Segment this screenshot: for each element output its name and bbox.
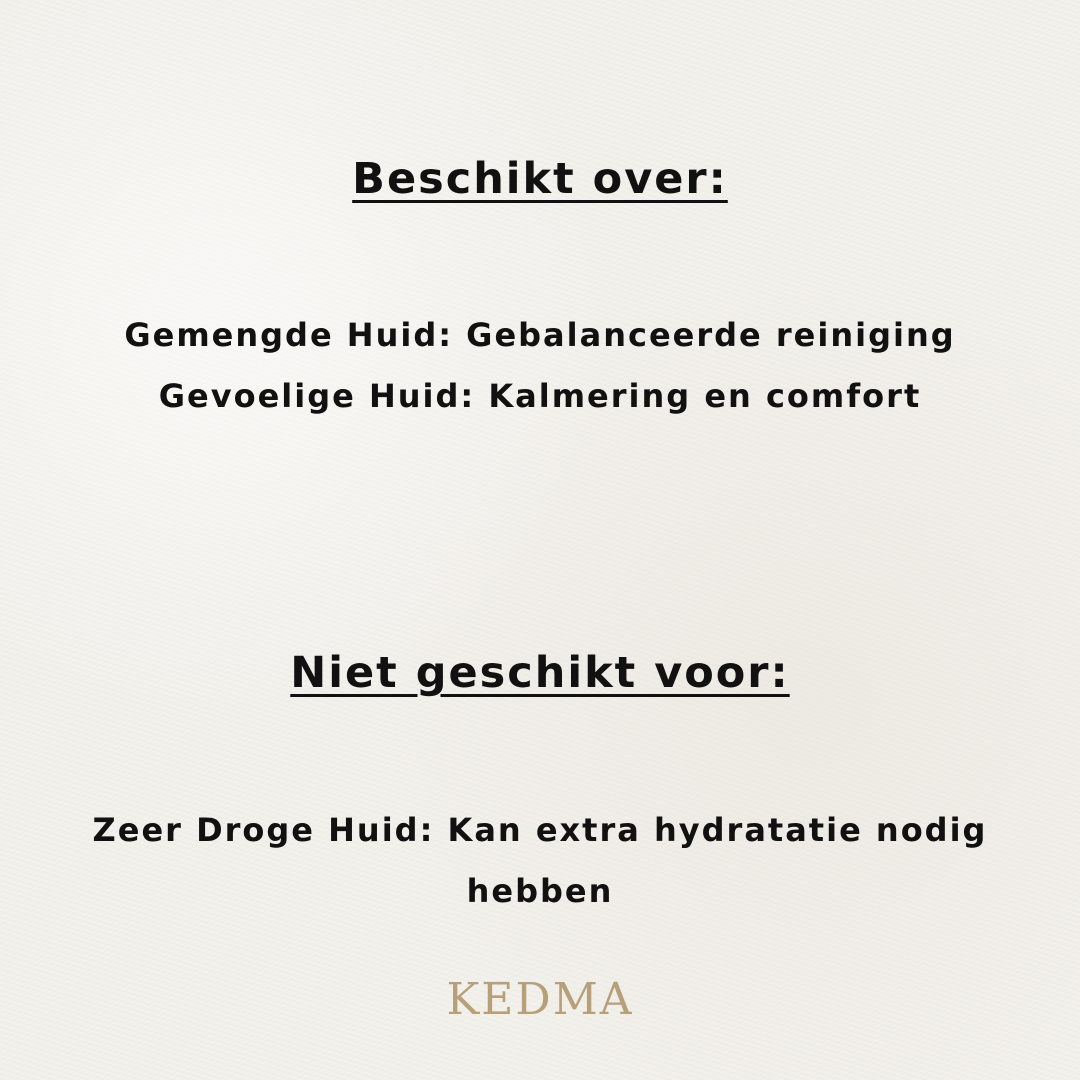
suitable-heading: Beschikt over:	[352, 154, 728, 204]
not-suitable-item-line-2: hebben	[466, 872, 614, 910]
suitable-item-sensitive-skin: Gevoelige Huid: Kalmering en comfort	[158, 377, 922, 415]
suitable-item-combination-skin: Gemengde Huid: Gebalanceerde reiniging	[124, 316, 956, 354]
not-suitable-heading: Niet geschikt voor:	[290, 648, 790, 698]
not-suitable-item-line-1: Zeer Droge Huid: Kan extra hydratatie nodig	[92, 811, 988, 849]
brand-logo: KEDMA	[446, 974, 634, 1025]
